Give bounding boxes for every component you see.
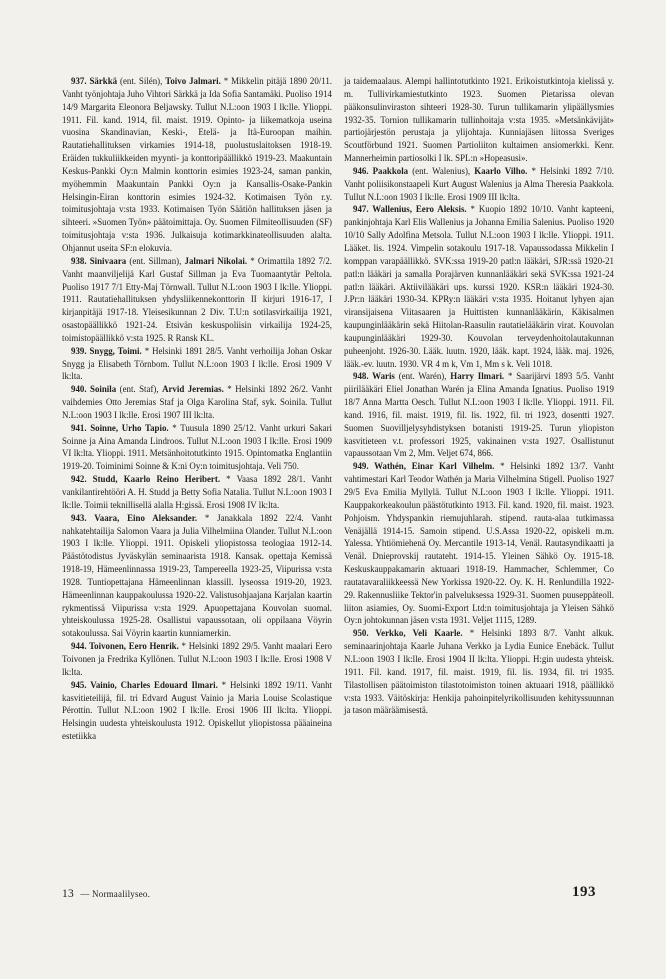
biography-entry xyxy=(62,679,332,743)
entry-heading: 938. Sinivaara xyxy=(71,255,127,266)
entry-heading: 945. Vainio, Charles Edouard Ilmari. xyxy=(71,679,218,690)
entry-heading: 941. Soinne, Urho Tapio. xyxy=(71,422,169,433)
entry-body: * Saarijärvi 1893 5/5. Vanht piirilääkäri Eliel Jonathan Warén ja Elina Amanda Ignatius. Puoliso 1919 18/7 Anna Martta Oesch. Tullut N.L:oon 1903 I lk:lle. Ylioppi. 1911. Fil. kand. 1916, fil. maist. 1919, fil. lis. 1922, fil. tri 1923, dosentti 1927. Suomen Suovilljelysyhdistyksen botanisti 1919-25. Turun yliopiston kasvitieteen v.t. professori 1925, vakinainen v:sta 1927. Osallistunut vapaussotaan Vm 2, Mm. Veljet 674, 866. xyxy=(344,371,615,459)
entry-former-name: (ent. Sillman), xyxy=(126,255,185,266)
entry-former-name: (ent. Warén), xyxy=(394,371,451,382)
signature-number: 13 xyxy=(62,888,74,900)
entry-body: ja taidemaalaus. Alempi hallintotutkinto 1921. Erikoistutkintoja kielissä y. m. Tullivirkamiestutkinto 1923. Suomen Pietarissa olevan pääkonsulinviraston sihteeri 1928-30. Turun tullikamarin ylipäällysmies 1932-35. Tornion tullikamarin tullinhoitaja v:sta 1935. »Metsänkävijät» partiojärjestön perustaja ja ylijohtaja. Kunniajäsen liitossa Sveriges Scoutförbund 1921. Suomen Partioliiton kultaimen ansiomerkki. Kenr. Mannerheimin partiosolki I lk. SPL:n »Hopeasusi». xyxy=(344,76,614,164)
right-column xyxy=(344,75,614,717)
entry-heading: 947. Wallenius, Eero Aleksis. xyxy=(353,204,467,215)
entry-given-names: Arvid Jeremias. xyxy=(162,384,224,395)
entry-given-names: Toivo Jalmari. xyxy=(165,76,221,86)
entry-body: * Tuusula 1890 25/12. Vanht urkuri Sakari Soinne ja Aina Amanda Lindroos. Tullut N.L:oon 1903 I lk:lle. Erosi 1909 VI lk:lta. Ylioppi. 1911. Metsänhoitotutkinto 1915. Opintomatka Englantiin 1919-20. Toiminimi Soinne & K:ni Oy:n toimitusjohtaja. Veli 750. xyxy=(62,422,333,472)
entry-body: * Helsinki 1892 7/10. Vanht poliisikonstaapeli Kurt August Walenius ja Alma Theresia Paakkola. Tullut N.L:oon 1903 I lk:lle. Erosi 1909 III lk:lta. xyxy=(344,165,614,202)
entry-former-name: (ent. Staf), xyxy=(116,384,163,395)
biography-entry xyxy=(344,75,614,165)
biography-entry xyxy=(344,460,614,627)
entry-heading: 948. Waris xyxy=(353,371,395,382)
biography-entry xyxy=(62,422,332,473)
biography-entry xyxy=(344,627,614,717)
entry-body: * Janakkala 1892 22/4. Vanht nahkatehtailija Salomon Vaara ja Julia Vilhelmiina Olander. Tullut N.L:oon 1903 I lk:lle. Ylioppi. 1911. Opiskeli yliopistossa teologiaa 1912-14. Päästötodistus Jyväskylän seminaarista 1918. Kansak. opettaja Kemissä 1918-19, Hämeenlinnassa 1919-23, Tampereella 1923-25, Viipurissa v:sta 1928. Tuntiopettajana Hämeenlinnan klassill. lyseossa 1919-20, 1923. Hämeenlinnan kauppakoulussa 1920-22. Valistusohjaajana Karjalan kaartin rykmentissä Viipurissa v:sta 1929. Apuopettajana Kouvolan suomal. yhteiskoulussa 1925-28. Osallistui vapaussotaan, oli oppilaana Vöyrin sotakoulussa. Sai Vöyrin kaartin kunniamerkin. xyxy=(62,512,333,639)
entry-body: * Vaasa 1892 28/1. Vanht vankilantirehtööri A. H. Studd ja Betty Sofia Natalia. Tullut N.L:oon 1903 I lk:lle. Toimii teknillisellä alalla H:gissä. Erosi 1908 IV lk:lta. xyxy=(62,474,332,510)
entry-heading: 942. Studd, Kaarlo Reino Heribert. xyxy=(71,474,221,485)
entry-heading: 949. Wathén, Einar Karl Vilhelm. xyxy=(353,461,495,472)
printer-signature xyxy=(62,888,150,900)
biography-entry xyxy=(62,255,332,345)
entry-body: * Helsinki 1893 8/7. Vanht alkuk. seminaarinjohtaja Kaarle Juhana Verkko ja Lydia Eunice Enebäck. Tullut N.L:oon 1903 I lk:lle. Erosi 1904 II lk:lta. Ylioppi. H:gin uudesta yhteisk. 1911. Fil. kand. 1917, fil. maist. 1919, fil. lis. 1934, fil. tri 1935. Tilastollisen päätoimiston tilastotoimiston toinen aktuaari 1918, päällikkö v:sta 1933. Väitöskirja: Henkija pahoinpitelyrikollisuuden kehityssuunnan ja tason määräämisestä. xyxy=(344,628,614,716)
entry-given-names: Harry Ilmari. xyxy=(450,371,505,382)
biography-entry xyxy=(62,473,332,512)
biography-entry xyxy=(62,345,332,384)
biography-entry xyxy=(62,75,332,255)
entry-body: * Helsinki 1892 19/11. Vanht kasvitieteilijä, fil. tri Edvard August Vainio ja Maria Louise Scolastique Pérottin. Tullut N.L:oon 1902 I lk:lle. Erosi 1906 III lk:lta. Ylioppi. Helsingin uudesta yhteiskoulusta 1912. Opiskellut yliopistossa pääaineina estetiikka xyxy=(62,679,332,742)
entry-heading: 939. Snygg, Toimi. xyxy=(71,345,142,356)
entry-heading: 950. Verkko, Veli Kaarle. xyxy=(353,628,463,639)
entry-body: * Orimattila 1892 7/2. Vanht maanviljelijä Karl Gustaf Sillman ja Eva Tuomaantytär Peltola. Puoliso 1917 7/1 Etty-Maj Törnwall. Tullut N.L:oon 1903 I lk:lle. Ylioppi. 1911. Rautatiehallituksen yhdysliikennekonttorin II kirjuri 1916-17, I kirjanpitäjä 1917-18. Yleisesikunnan 2 Div. T.U:n sotilasvirkailija 1921, osastopäällikkö 1921-24. Etsivän keskuspoliisin virkailija 1924-25, toimistopäällikkö v:sta 1925. R Ransk KL. xyxy=(62,255,332,343)
entry-former-name: (ent. Walenius), xyxy=(408,165,475,176)
biography-entry xyxy=(344,370,614,460)
entry-body: * Helsinki 1892 13/7. Vanht vahtimestari Karl Teodor Wathén ja Maria Vilhelmina Stigell. Puoliso 1927 29/5 Eva Emilia Myllylä. Tullut N.L:oon 1903 I lk:lle. Ylioppi. 1911. Kauppakorkeakoulun päästötutkinto 1913. Fil. kand. 1920, fil. maist. 1923. Pohjoism. Yhdyspankin riemujuhlarah. stipend. rauta-alaa tutkimassa Venäjällä 1914-15. Samoin stipend. U.S.Assa 1920-22, opiskeli m.m. Yalessa. Yhtiömiehenä Oy. Mercantile 1913-14, Venäl. Rautasyndikaatti ja Venäl. Dnieprovskij rautateht. 1914-15. Yleinen Sähkö Oy. 1915-18. Keskuskauppakamarin aktuaari 1918-19. Hammacher, Schlemmer, Co rautatavaraliikkeessä New Yorkissa 1920-22. Oy. K. H. Renlundilla 1922-29. Rakennusliike Tektor'in palveluksessa 1929-31. Suomen puuseppäteoll. liiton asiamies, Oy. Suomi-Export Ltd:n toimitusjohtaja ja Yleisen Sähkö Oy:n johtokunnan jäsen v:sta 1931. Veljet 1115, 1289. xyxy=(344,461,614,626)
entry-given-names: Kaarlo Vilho. xyxy=(474,165,528,176)
entry-body: * Kuopio 1892 10/10. Vanht kapteeni, pankinjohtaja Karl Elis Wallenius ja Johanna Emilia Salenius. Puoliso 1920 10/10 Sally Adolfina Metsola. Tullut N.L:oon 1903 I lk:lle. Ylioppi. 1911. Lääket. lis. 1924. Vimpelin sotakoulu 1917-18. Vapaussodassa Mikkelin I komppan varapäällikkö. SVK:ssa 1919-20 patl:n lääkäri, SJR:ssä 1920-21 patl:n lääkäri ja samalla Porajärven kunnanlääkäri sekä SVK:ssa 1921-24 patl:n lääkäri. Aktiivilääkäri ups. kurssi 1920. KSR:n lääkäri 1924-30. J.Pr:n lääkäri 1930-34. KPRy:n lääkäri v:sta 1935. Hoitanut lyhyen ajan viransijaisena Viitasaaren ja Huittisten kunnanlääkärin, Käkisalmen kaupunginlääkärin sekä Hiitolan-Raasulin rautatielääkärin virat. Kouvolan kaupunginlääkäri 1929-30. Kouvolan terveydenhoitolautakunnan puheenjoht. 1926-30. Lääk. luutn. 1920, lääk. kapt. 1924, lääk. maj. 1926, lääk.-ev. luutn. 1930. VR 4 m k, Vm 1, Mm s k. Veli 1018. xyxy=(344,204,614,369)
entry-former-name: (ent. Silén), xyxy=(117,76,166,86)
entry-body: * Mikkelin pitäjä 1890 20/11. Vanht työnjohtaja Juho Vihtori Särkkä ja Ida Sofia Santamäki. Puoliso 1914 14/9 Margarita Eleonora Beljawsky. Tullut N.L:oon 1903 I lk:lle. Ylioppi. 1911. Fil. kand. 1914, fil. maist. 1919. Opinto- ja liikematkoja useina vuosina Skandinavian, Keski-, Etelä- ja Itä-Euroopan maihin. Rautatiehallituksen virkamies 1914-18, puolustuslaitoksen 1918-19. Eräiden tukkuliikkeiden myynti- ja konttoripäällikkö 1919-23. Maakuntain Keskus-Pankki Oy:n Malmin konttorin esimies 1923-24, saman pankin, myöhemmin Maakuntain Pankki Oy:n ja Kansallis-Osake-Pankin Helsingin-Eiran konttorin esimies 1924-32. Kotimaisen Työn r.y. toimitusjohtaja v:sta 1933. Kotimaisen Työn Säätiön hallituksen jäsen ja sihteeri. »Suomen Työn» päätoimittaja. Oy. Suomen Filmiteollisuuden (SF) toimitusjohtaja v:sta 1936. Julkaisuja kotimarkkinateollisuuden alalta. Ohjannut useita SF:n elokuvia. xyxy=(62,76,333,253)
biography-entry xyxy=(62,383,332,422)
left-column xyxy=(62,75,332,743)
entry-given-names: Jalmari Nikolai. xyxy=(184,255,248,266)
entry-heading: 944. Toivonen, Eero Henrik. xyxy=(71,641,179,652)
entry-heading: 946. Paakkola xyxy=(353,165,409,176)
biography-entry xyxy=(344,203,614,370)
signature-text: — Normaalilyseo. xyxy=(80,889,151,899)
biography-entry xyxy=(344,165,614,204)
page-number: 193 xyxy=(572,884,596,900)
entry-heading: 937. Särkkä xyxy=(71,76,118,86)
entry-heading: 943. Vaara, Eino Aleksander. xyxy=(71,512,198,523)
entry-body: * Helsinki 1892 26/2. Vanht vaihdemies Otto Jeremias Staf ja Olga Karolina Staf, syk. Soinila. Tullut N.L:oon 1903 I lk:lle. Erosi 1907 III lk:lta. xyxy=(62,384,332,420)
biography-entry xyxy=(62,640,332,679)
entry-body: * Helsinki 1891 28/5. Vanht verhoilija Johan Oskar Snygg ja Elisabeth Törnbom. Tullut N.L:oon 1903 I lk:lle. Erosi 1909 V lk:lta. xyxy=(62,345,332,382)
entry-body: * Helsinki 1892 29/5. Vanht maalari Eero Toivonen ja Fredrika Kyllönen. Tullut N.L:oon 1903 I lk:lle. Erosi 1908 V lk:lta. xyxy=(62,641,332,677)
biography-entry xyxy=(62,512,332,640)
entry-heading: 940. Soinila xyxy=(71,384,117,395)
